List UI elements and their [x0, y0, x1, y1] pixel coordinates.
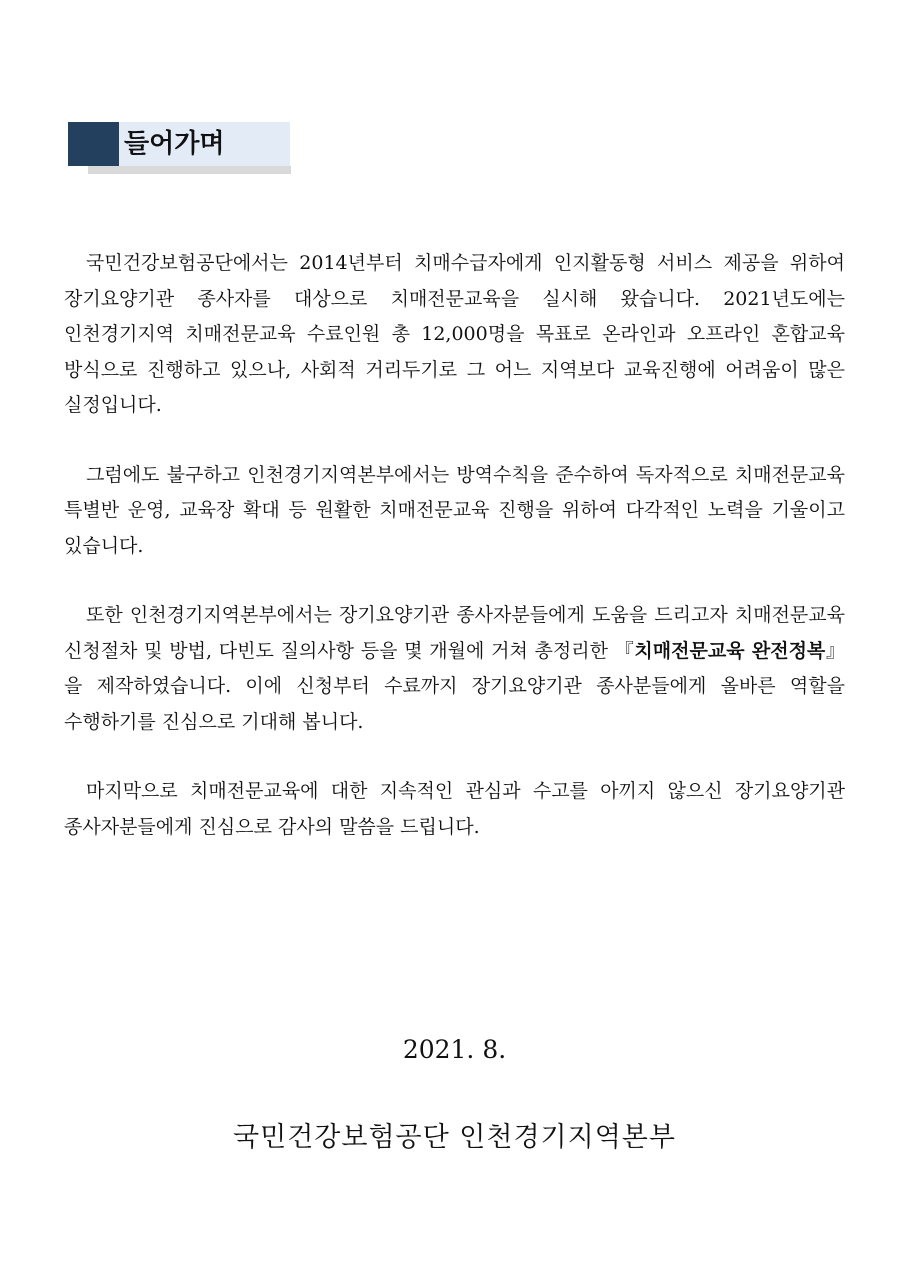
paragraph-thanks: 마지막으로 치매전문교육에 대한 지속적인 관심과 수고를 아끼지 않으신 장기요양기관 종사자분들에게 진심으로 감사의 말씀을 드립니다.	[64, 780, 845, 838]
paragraph-guide-after: 』을 제작하였습니다. 이에 신청부터 수료까지 장기요양기관 종사분들에게 올바른 역할을 수행하기를 진심으로 기대해 봅니다.	[64, 639, 846, 733]
paragraph-intro: 국민건강보험공단에서는 2014년부터 치매수급자에게 인지활동형 서비스 제공을 위하여 장기요양기관 종사자를 대상으로 치매전문교육을 실시해 왔습니다. 2021년도에는 인천경기지역 치매전문교육 수료인원 총 12,000명을 목표로 온라인과 오프라인 혼합교육 방식으로 진행하고 있으나, 사회적 거리두기로 그 어느 지역보다 교육진행에 어려움이 많은 실정입니다.	[64, 252, 845, 416]
guide-title-emphasis: 치매전문교육 완전정복	[634, 639, 826, 662]
section-title: 들어가며	[124, 129, 225, 159]
paragraph-guide-before: 또한 인천경기지역본부에서는 장기요양기관 종사자분들에게 도움을 드리고자 치매전문교육 신청절차 및 방법, 다빈도 질의사항 등을 몇 개월에 거쳐 총정리한 『	[64, 604, 845, 662]
organization-signature: 국민건강보험공단 인천경기지역본부	[233, 1122, 676, 1153]
heading-shadow	[88, 166, 291, 174]
heading-accent-square	[68, 122, 119, 166]
body-text	[64, 246, 845, 879]
paragraph-efforts: 그럼에도 불구하고 인천경기지역본부에서는 방역수칙을 준수하여 독자적으로 치매전문교육 특별반 운영, 교육장 확대 등 원활한 치매전문교육 진행을 위하여 다각적인 노력을 기울이고 있습니다.	[64, 463, 845, 557]
paragraph-guide	[64, 598, 845, 740]
document-date: 2021. 8.	[402, 1035, 507, 1064]
